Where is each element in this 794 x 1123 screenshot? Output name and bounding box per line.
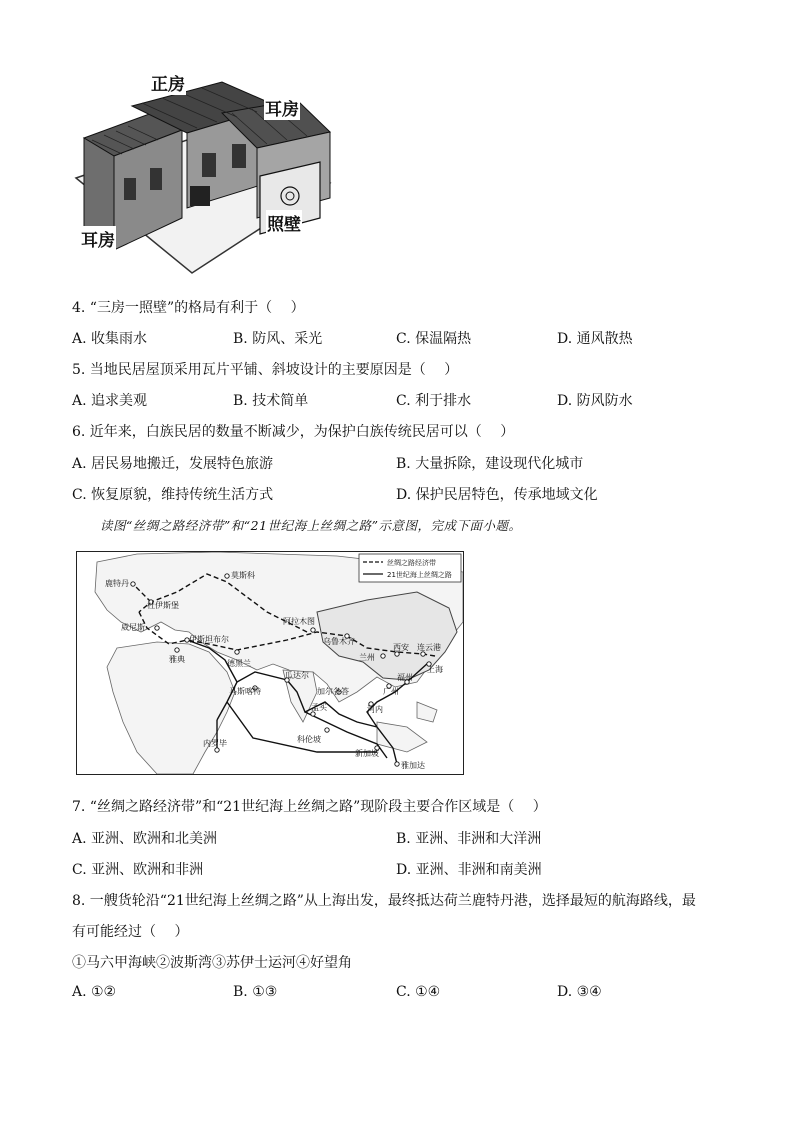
city-shanghai: 上海 <box>427 665 443 674</box>
city-duisburg: 杜伊斯堡 <box>147 601 179 610</box>
q8-option-a[interactable]: A. ①② <box>72 984 117 1000</box>
q7-option-b[interactable]: B. 亚洲、非洲和大洋洲 <box>396 831 542 847</box>
city-almaty: 阿拉木图 <box>283 617 315 626</box>
question-8-stem-line1: 8. 一艘货轮沿“21世纪海上丝绸之路”从上海出发，最终抵达荷兰鹿特丹港，选择最短的航海路线，最 <box>72 893 696 909</box>
city-guangzhou: 广州 <box>383 687 399 696</box>
city-kolkata: 加尔各答 <box>317 687 349 696</box>
q4-option-d[interactable]: D. 通风散热 <box>557 331 633 347</box>
city-moscow: 莫斯科 <box>231 571 255 580</box>
city-muscat: 马斯喀特 <box>229 687 261 696</box>
q7-option-c[interactable]: C. 亚洲、欧洲和非洲 <box>72 862 204 878</box>
city-fuzhou: 福州 <box>397 673 413 682</box>
q5-option-a[interactable]: A. 追求美观 <box>72 393 148 409</box>
label-side-house-left: 耳房 <box>80 226 116 251</box>
city-xian: 西安 <box>393 643 409 652</box>
q4-option-a[interactable]: A. 收集雨水 <box>72 331 148 347</box>
q8-option-d[interactable]: D. ③④ <box>557 984 602 1000</box>
city-venice: 威尼斯 <box>121 623 145 632</box>
question-8-items: ①马六甲海峡②波斯湾③苏伊士运河④好望角 <box>72 955 352 971</box>
q5-option-b[interactable]: B. 技术简单 <box>233 393 309 409</box>
city-rotterdam: 鹿特丹 <box>105 579 129 588</box>
city-lanzhou: 兰州 <box>359 653 375 662</box>
silk-road-map <box>76 551 464 775</box>
q5-option-c[interactable]: C. 利于排水 <box>396 393 472 409</box>
q7-option-d[interactable]: D. 亚洲、非洲和南美洲 <box>396 862 542 878</box>
q6-option-c[interactable]: C. 恢复原貌，维持传统生活方式 <box>72 487 274 503</box>
city-jakarta: 雅加达 <box>401 761 425 770</box>
question-5-stem: 5. 当地民居屋顶采用瓦片平铺、斜坡设计的主要原因是（ ） <box>72 362 459 378</box>
q6-option-d[interactable]: D. 保护民居特色，传承地域文化 <box>396 487 598 503</box>
question-7-stem: 7. “丝绸之路经济带”和“21世纪海上丝绸之路”现阶段主要合作区域是（ ） <box>72 799 547 815</box>
legend-sea-route: 21世纪海上丝绸之路 <box>387 571 452 579</box>
city-colombo: 科伦坡 <box>297 735 321 744</box>
city-urumqi: 乌鲁木齐 <box>323 637 355 646</box>
city-mumbai: 孟买 <box>311 703 327 712</box>
city-gwadar: 瓜达尔 <box>285 671 309 680</box>
label-main-house: 正房 <box>150 70 186 95</box>
q4-option-c[interactable]: C. 保温隔热 <box>396 331 472 347</box>
legend-land-route: 丝绸之路经济带 <box>387 559 436 567</box>
label-screen-wall: 照壁 <box>266 210 302 235</box>
q7-option-a[interactable]: A. 亚洲、欧洲和北美洲 <box>72 831 218 847</box>
label-side-house-right: 耳房 <box>264 95 300 120</box>
q4-option-b[interactable]: B. 防风、采光 <box>233 331 323 347</box>
silk-road-map-drawing <box>77 552 463 774</box>
q6-option-b[interactable]: B. 大量拆除，建设现代化城市 <box>396 456 584 472</box>
question-8-stem-line2: 有可能经过（ ） <box>72 924 189 940</box>
city-tehran: 德黑兰 <box>227 659 251 668</box>
city-lianyungang: 连云港 <box>417 643 441 652</box>
city-nairobi: 内罗毕 <box>203 739 227 748</box>
city-singapore: 新加坡 <box>355 749 379 758</box>
question-4-stem: 4. “三房一照壁”的格局有利于（ ） <box>72 300 305 316</box>
q8-option-b[interactable]: B. ①③ <box>233 984 278 1000</box>
city-istanbul: 伊斯坦布尔 <box>189 635 229 644</box>
map-section-intro: 读图“丝绸之路经济带”和“21世纪海上丝绸之路”示意图，完成下面小题。 <box>100 518 522 533</box>
question-6-stem: 6. 近年来，白族民居的数量不断减少，为保护白族传统民居可以（ ） <box>72 424 515 440</box>
q8-option-c[interactable]: C. ①④ <box>396 984 441 1000</box>
q5-option-d[interactable]: D. 防风防水 <box>557 393 633 409</box>
q6-option-a[interactable]: A. 居民易地搬迁，发展特色旅游 <box>72 456 274 472</box>
city-athens: 雅典 <box>169 655 185 664</box>
city-hanoi: 河内 <box>367 705 383 714</box>
